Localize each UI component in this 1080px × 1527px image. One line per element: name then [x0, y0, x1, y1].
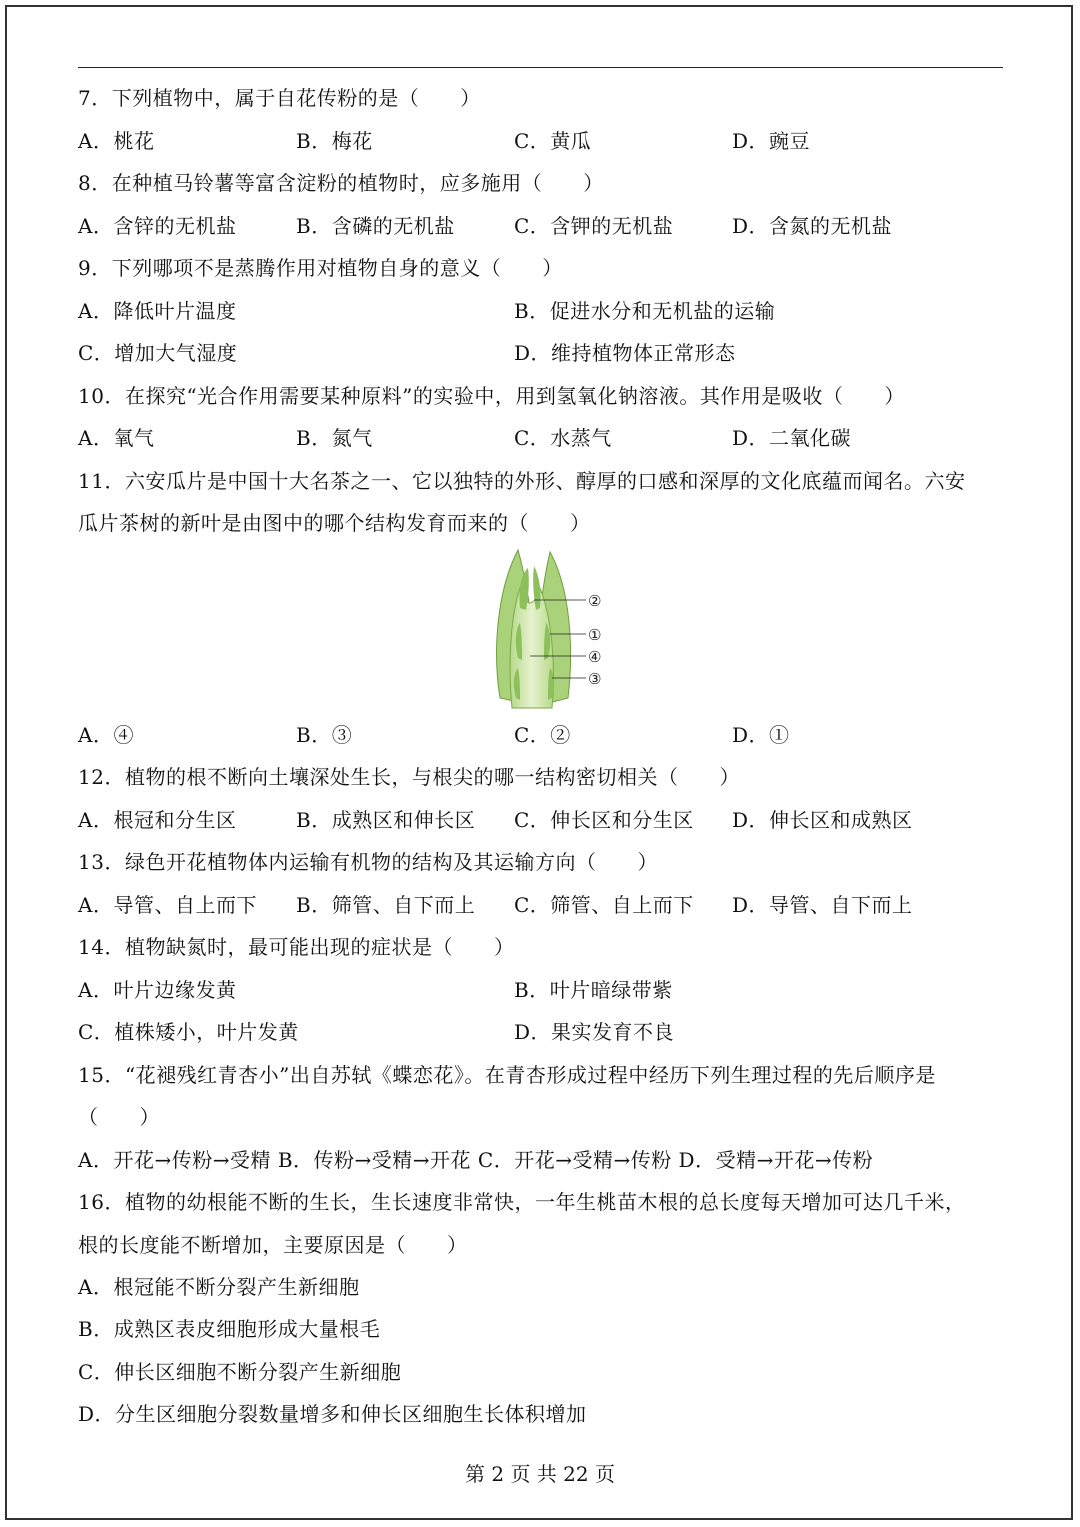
q7-stem: 7．下列植物中，属于自花传粉的是（ ）	[78, 86, 481, 110]
q10-option-b: B．氮气	[296, 426, 373, 450]
q11-option-d: D．①	[732, 723, 790, 747]
q9-option-d: D．维持植物体正常形态	[514, 341, 736, 365]
q11-option-c: C．②	[514, 723, 571, 747]
q14-option-b: B．叶片暗绿带紫	[514, 978, 673, 1002]
q10-option-d: D．二氧化碳	[732, 426, 852, 450]
q14-stem: 14．植物缺氮时，最可能出现的症状是（ ）	[78, 935, 515, 959]
q7-option-d: D．豌豆	[732, 129, 811, 153]
q16-option-d: D．分生区细胞分裂数量增多和伸长区细胞生长体积增加	[78, 1402, 587, 1426]
q7-option-c: C．黄瓜	[514, 129, 592, 153]
q13-option-d: D．导管、自下而上	[732, 893, 913, 917]
q11-option-b: B．③	[296, 723, 353, 747]
q9-option-a: A．降低叶片温度	[78, 299, 237, 323]
q7-option-b: B．梅花	[296, 129, 373, 153]
q7-option-a: A．桃花	[78, 129, 155, 153]
q15-stem-line2: （ ）	[78, 1105, 160, 1129]
q8-stem: 8．在种植马铃薯等富含淀粉的植物时，应多施用（ ）	[78, 171, 604, 195]
q12-option-c: C．伸长区和分生区	[514, 808, 694, 832]
q14-option-d: D．果实发育不良	[514, 1020, 675, 1044]
bud-structure-figure	[490, 548, 620, 716]
q12-option-a: A．根冠和分生区	[78, 808, 237, 832]
page-number: 第 2 页 共 22 页	[465, 1462, 615, 1486]
q15-stem-line1: 15．“花褪残红青杏小”出自苏轼《蝶恋花》。在青杏形成过程中经历下列生理过程的先后顺序是	[78, 1063, 936, 1087]
q16-stem-line2: 根的长度能不断增加，主要原因是（ ）	[78, 1233, 468, 1257]
header-rule	[78, 67, 1003, 68]
q10-option-c: C．水蒸气	[514, 426, 612, 450]
q10-option-a: A．氧气	[78, 426, 155, 450]
q9-option-b: B．促进水分和无机盐的运输	[514, 299, 776, 323]
figure-label-2: ②	[588, 592, 602, 610]
q16-option-c: C．伸长区细胞不断分裂产生新细胞	[78, 1360, 402, 1384]
q8-option-c: C．含钾的无机盐	[514, 214, 674, 238]
q14-option-a: A．叶片边缘发黄	[78, 978, 237, 1002]
q11-stem-line2: 瓜片茶树的新叶是由图中的哪个结构发育而来的（ ）	[78, 511, 591, 535]
q13-option-b: B．筛管、自下而上	[296, 893, 476, 917]
figure-label-4: ④	[588, 648, 602, 666]
q11-option-a: A．④	[78, 723, 134, 747]
q8-option-b: B．含磷的无机盐	[296, 214, 455, 238]
q15-options: A．开花→传粉→受精 B．传粉→受精→开花 C．开花→受精→传粉 D．受精→开花→传粉	[78, 1148, 874, 1172]
q12-stem: 12．植物的根不断向土壤深处生长，与根尖的哪一结构密切相关（ ）	[78, 765, 740, 789]
q8-option-a: A．含锌的无机盐	[78, 214, 237, 238]
q12-option-d: D．伸长区和成熟区	[732, 808, 913, 832]
q13-option-a: A．导管、自上而下	[78, 893, 257, 917]
q9-stem: 9．下列哪项不是蒸腾作用对植物自身的意义（ ）	[78, 256, 563, 280]
q10-stem: 10．在探究“光合作用需要某种原料”的实验中，用到氢氧化钠溶液。其作用是吸收（ ）	[78, 384, 905, 408]
q13-stem: 13．绿色开花植物体内运输有机物的结构及其运输方向（ ）	[78, 850, 658, 874]
q13-option-c: C．筛管、自上而下	[514, 893, 694, 917]
q14-option-c: C．植株矮小，叶片发黄	[78, 1020, 299, 1044]
q9-option-c: C．增加大气湿度	[78, 341, 238, 365]
q16-option-b: B．成熟区表皮细胞形成大量根毛	[78, 1317, 381, 1341]
q8-option-d: D．含氮的无机盐	[732, 214, 893, 238]
q11-stem-line1: 11．六安瓜片是中国十大名茶之一、它以独特的外形、醇厚的口感和深厚的文化底蕴而闻名。六安	[78, 469, 966, 493]
figure-label-3: ③	[588, 670, 602, 688]
q12-option-b: B．成熟区和伸长区	[296, 808, 476, 832]
q16-stem-line1: 16．植物的幼根能不断的生长，生长速度非常快，一年生桃苗木根的总长度每天增加可达几千米，	[78, 1190, 966, 1214]
q16-option-a: A．根冠能不断分裂产生新细胞	[78, 1275, 360, 1299]
figure-label-1: ①	[588, 626, 602, 644]
